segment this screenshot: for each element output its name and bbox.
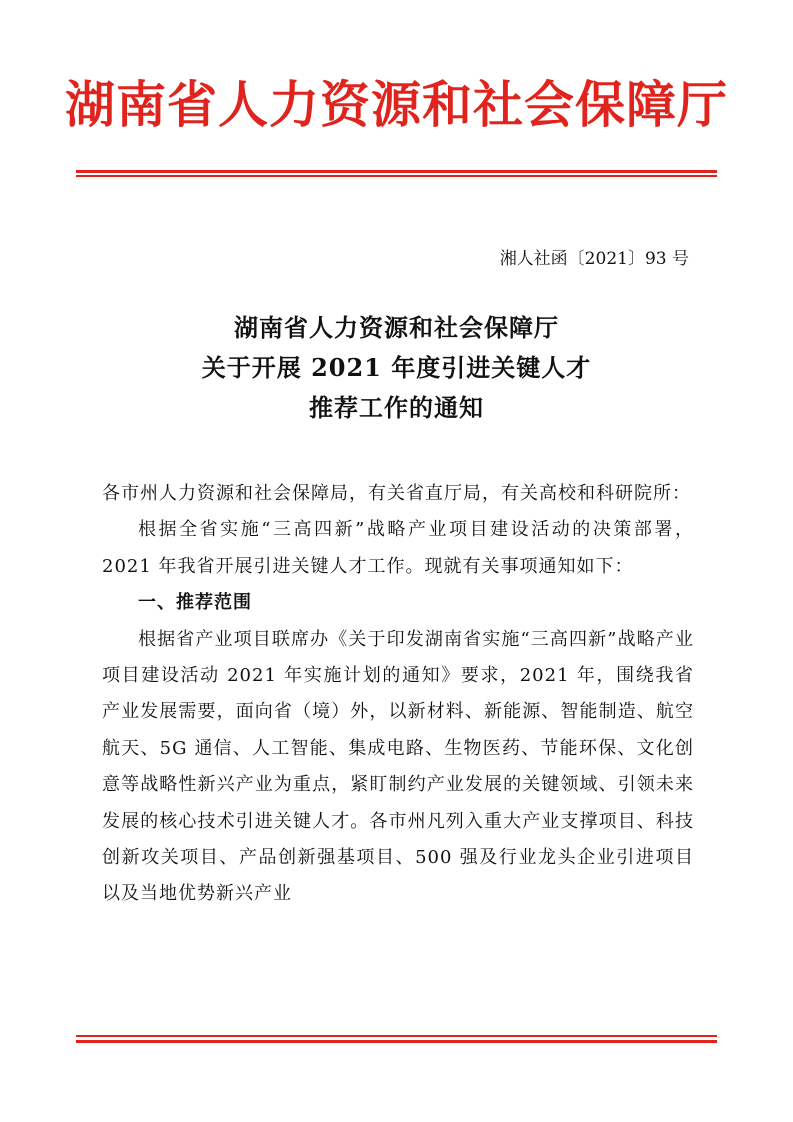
title-line-2: 关于开展 2021 年度引进关键人才 <box>201 353 592 382</box>
letterhead-rule-top <box>76 170 717 173</box>
footer-rule-bottom <box>76 1040 717 1043</box>
letterhead-title: 湖南省人力资源和社会保障厅 <box>65 75 728 134</box>
addressee: 各市州人力资源和社会保障局，有关省直厅局，有关高校和科研院所： <box>102 483 691 504</box>
footer-rule-top <box>76 1035 717 1037</box>
title-line-3: 推荐工作的通知 <box>309 393 484 422</box>
intro-paragraph: 根据全省实施“三高四新”战略产业项目建设活动的决策部署，2021 年我省开展引进关键人才工作。现就有关事项通知如下： <box>102 519 694 577</box>
letterhead-rule-bottom <box>76 175 717 177</box>
section-heading: 一、推荐范围 <box>138 592 252 614</box>
document-title <box>0 308 793 428</box>
section-paragraph: 根据省产业项目联席办《关于印发湖南省实施“三高四新”战略产业项目建设活动 2021 年实施计划的通知》要求，2021 年，围绕我省产业发展需要，面向省（境）外，以新材料、新能源、智能制造、航空航天、5G 通信、人工智能、集成电路、生物医药、节能环保、文化创意等战略性新兴产业为重点，紧盯制约产业发展的关键领域、引领未来发展的核心技术引进关键人才。各市州凡列入重大产业支撑项目、科技创新攻关项目、产品创新强基项目、500 强及行业龙头企业引进项目以及当地优势新兴产业 <box>102 628 694 905</box>
document-body <box>102 476 694 913</box>
document-number: 湘人社函〔2021〕93 号 <box>499 249 689 269</box>
title-line-1: 湖南省人力资源和社会保障厅 <box>234 313 559 342</box>
